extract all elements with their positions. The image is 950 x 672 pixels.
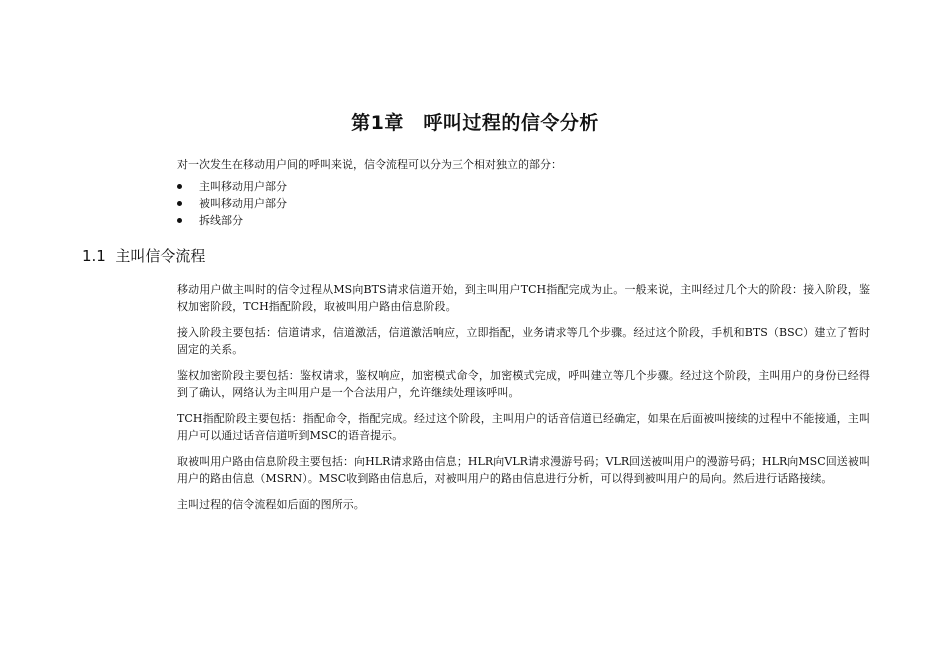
bullet-dot-icon <box>177 184 182 189</box>
paragraph: TCH指配阶段主要包括：指配命令，指配完成。经过这个阶段，主叫用户的话音信道已经确定，如果在后面被叫接续的过程中不能接通，主叫用户可以通过话音信道听到MSC的语音提示。 <box>177 412 870 442</box>
paragraph: 移动用户做主叫时的信令过程从MS向BTS请求信道开始，到主叫用户TCH指配完成为止。一般来说，主叫经过几个大的阶段：接入阶段，鉴权加密阶段，TCH指配阶段，取被叫用户路由信息阶段。 <box>177 283 870 313</box>
section-title: 1.1 主叫信令流程 <box>82 247 206 265</box>
bullet-item <box>177 178 287 195</box>
bullet-item <box>177 212 287 229</box>
bullet-dot-icon <box>177 201 182 206</box>
paragraph: 接入阶段主要包括：信道请求，信道激活，信道激活响应，立即指配，业务请求等几个步骤。经过这个阶段，手机和BTS（BSC）建立了暂时固定的关系。 <box>177 326 870 356</box>
bullet-dot-icon <box>177 218 182 223</box>
bullet-list <box>177 178 287 229</box>
intro-text: 对一次发生在移动用户间的呼叫来说，信令流程可以分为三个相对独立的部分： <box>177 158 562 171</box>
paragraph: 取被叫用户路由信息阶段主要包括：向HLR请求路由信息；HLR向VLR请求漫游号码；VLR回送被叫用户的漫游号码；HLR向MSC回送被叫用户的路由信息（MSRN）。MSC收到路由信息后，对被叫用户的路由信息进行分析，可以得到被叫用户的局向。然后进行话路接续。 <box>177 455 870 485</box>
bullet-text: 拆线部分 <box>199 214 243 227</box>
bullet-item <box>177 195 287 212</box>
chapter-title: 第1章 呼叫过程的信令分析 <box>351 112 599 134</box>
paragraph: 主叫过程的信令流程如后面的图所示。 <box>177 498 365 511</box>
paragraph: 鉴权加密阶段主要包括：鉴权请求，鉴权响应，加密模式命令，加密模式完成，呼叫建立等几个步骤。经过这个阶段，主叫用户的身份已经得到了确认，网络认为主叫用户是一个合法用户，允许继续处理该呼叫。 <box>177 369 870 399</box>
bullet-text: 被叫移动用户部分 <box>199 197 287 210</box>
section-body <box>177 281 870 522</box>
bullet-text: 主叫移动用户部分 <box>199 180 287 193</box>
